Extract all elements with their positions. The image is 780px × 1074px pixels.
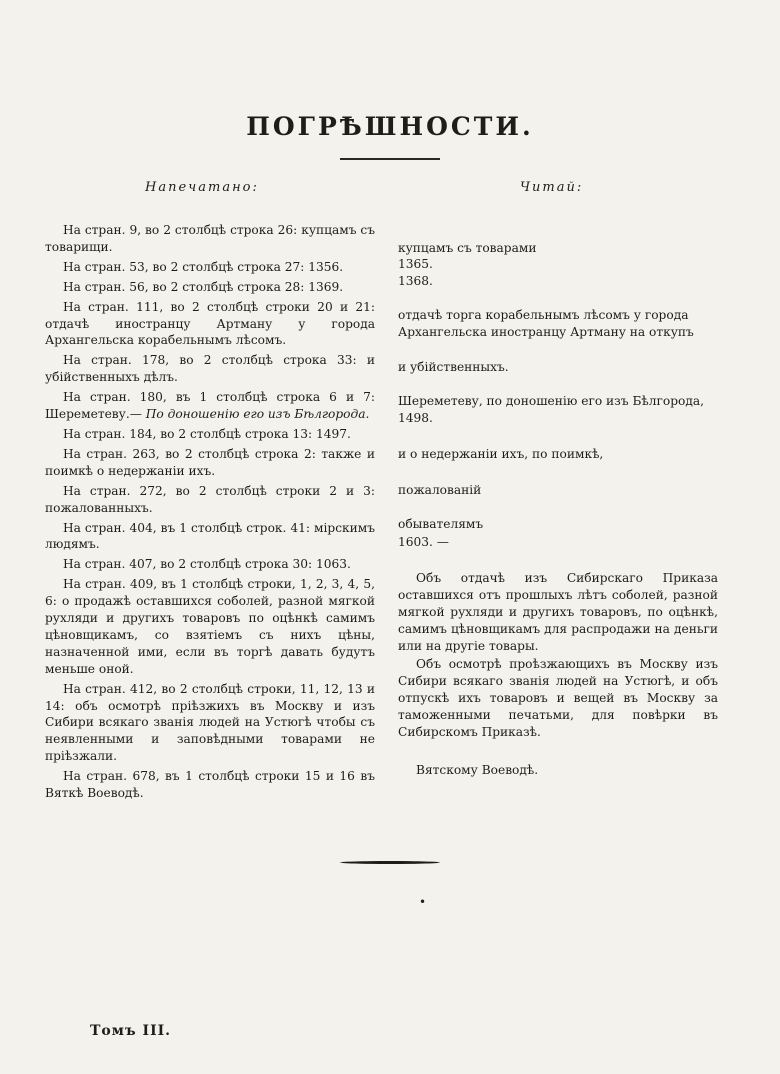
read-entry: Объ отдачѣ изъ Сибирскаго Приказа оставшихся отъ прошлыхъ лѣтъ соболей, разной мягкой рухляди и другихъ товаровъ, по оцѣнкѣ, самимъ цѣновщикамъ для распродажи на деньги или на другіе товары. <box>398 571 718 653</box>
printed-entry: На стран. 178, во 2 столбцѣ строка 33: и убійственныхъ дѣлъ. <box>45 353 375 385</box>
printed-entry: На стран. 184, во 2 столбцѣ строка 13: 1497. <box>63 426 351 441</box>
read-entry: Шереметеву, по доношенію его изъ Бѣлгорода, <box>398 394 705 408</box>
read-entry: 1498. <box>398 411 433 425</box>
closing-divider <box>340 861 440 864</box>
printed-entry: На стран. 272, во 2 столбцѣ строки 2 и 3: пожалованныхъ. <box>45 483 375 515</box>
printed-entry: На стран. 412, во 2 столбцѣ строки, 11, 12, 13 и 14: объ осмотрѣ пріѣзжихъ въ Москву и изъ Сибири всякаго званія людей на Устюгѣ чтобы съ неявленными и заповѣдными товарами не пріѣзжали. <box>45 681 375 764</box>
printed-entry: На стран. 678, въ 1 столбцѣ строки 15 и 16 въ Вяткѣ Воеводѣ. <box>45 769 375 801</box>
printed-entry: На стран. 180, въ 1 столбцѣ строка 6 и 7: Шереметеву.— По доношенію его изъ Бѣлгорода. <box>45 390 375 422</box>
read-entry: Объ осмотрѣ проѣзжающихъ въ Москву изъ Сибири всякаго званія людей на Устюгѣ, и объ отпускѣ ихъ товаровъ и вещей въ Москву за таможенными печатьми, для повѣрки въ Сибирскомъ Приказѣ. <box>398 657 718 739</box>
read-entry: Вятскому Воеводѣ. <box>416 763 539 777</box>
read-entry: 1365. <box>398 257 433 271</box>
ornament-dot: • <box>419 895 427 909</box>
printed-entry: На стран. 56, во 2 столбцѣ строка 28: 1369. <box>63 279 344 294</box>
printed-entry: На стран. 409, въ 1 столбцѣ строки, 1, 2, 3, 4, 5, 6: о продажѣ оставшихся соболей, разной мягкой рухляди и другихъ товаровъ по оцѣнкѣ самимъ цѣновщикамъ, со взятіемъ съ нихъ цѣны, назначенной ими, если въ торгѣ давать будутъ меньше оной. <box>45 577 375 676</box>
read-entry: 1603. — <box>398 535 449 549</box>
read-entry: обывателямъ <box>398 517 484 531</box>
volume-footer: Томъ III. <box>90 1023 172 1039</box>
read-entry: пожалованій <box>398 483 482 497</box>
printed-entry: На стран. 111, во 2 столбцѣ строки 20 и 21: отдачѣ иностранцу Артману у города Архангельска корабельнымъ лѣсомъ. <box>45 299 375 348</box>
read-entry: 1368. <box>398 274 433 288</box>
read-entry: купцамъ съ товарами <box>398 241 537 255</box>
title-divider <box>340 158 440 160</box>
read-column-header: Читай: <box>520 180 584 195</box>
printed-entry: На стран. 9, во 2 столбцѣ строка 26: купцамъ съ товарищи. <box>45 223 375 254</box>
printed-entry: На стран. 407, во 2 столбцѣ строка 30: 1063. <box>63 557 351 572</box>
printed-entry: На стран. 263, во 2 столбцѣ строка 2: также и поимкѣ о недержаніи ихъ. <box>45 446 375 478</box>
read-entry: отдачѣ торга корабельнымъ лѣсомъ у города Архангельска иностранцу Артману на откупъ <box>398 308 694 339</box>
read-entry: и о недержаніи ихъ, по поимкѣ, <box>398 447 604 461</box>
printed-column <box>45 222 375 805</box>
printed-entry: На стран. 404, въ 1 столбцѣ строк. 41: мірскимъ людямъ. <box>45 520 375 552</box>
read-entry: и убійственныхъ. <box>398 360 509 374</box>
page-title: ПОГРѢШНОСТИ. <box>246 112 534 141</box>
printed-entry: На стран. 53, во 2 столбцѣ строка 27: 1356. <box>63 259 344 274</box>
printed-column-header: Напечатано: <box>145 180 259 195</box>
